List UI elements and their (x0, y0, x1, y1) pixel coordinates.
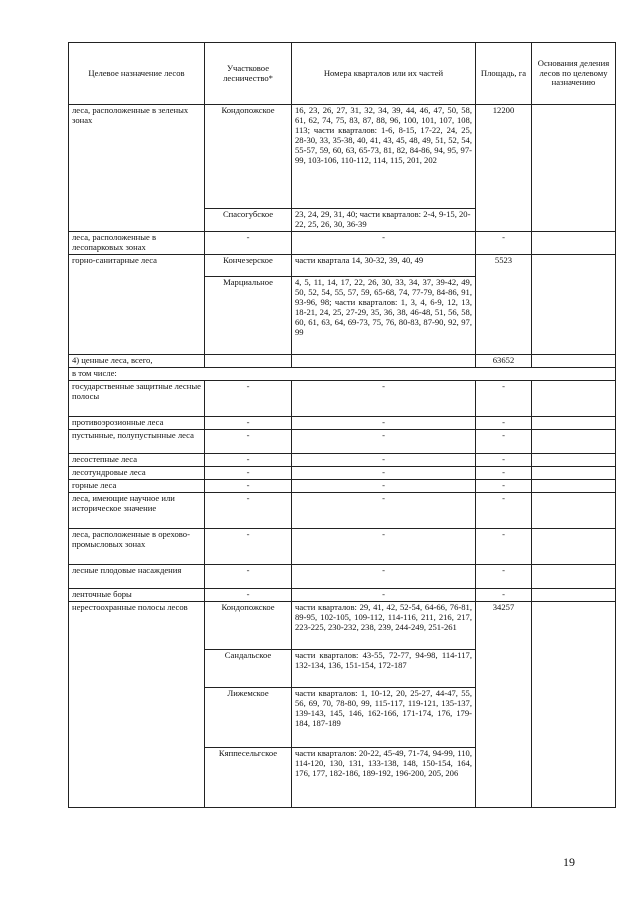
table-row (69, 254, 616, 276)
basis-cell (532, 416, 616, 429)
basis-cell (532, 380, 616, 416)
forestry-cell: - (205, 453, 292, 466)
quarters-cell: - (292, 492, 476, 528)
basis-cell (532, 453, 616, 466)
basis-cell (532, 105, 616, 232)
basis-cell (532, 429, 616, 453)
area-cell: - (476, 564, 532, 588)
header-purpose: Целевое назначение лесов (69, 43, 205, 105)
quarters-cell: - (292, 466, 476, 479)
table-row (69, 105, 616, 209)
including-label: в том числе: (69, 367, 616, 380)
basis-cell (532, 528, 616, 564)
table-row (69, 231, 616, 254)
table-row (69, 492, 616, 528)
quarters-cell: - (292, 479, 476, 492)
quarters-cell: части кварталов: 43-55, 72-77, 94-98, 114-117, 132-134, 136, 151-154, 172-187 (292, 649, 476, 687)
category-cell: пустынные, полупустынные леса (69, 429, 205, 453)
table-row (69, 479, 616, 492)
table-header-row (69, 43, 616, 105)
header-forestry: Участковое лесничество* (205, 43, 292, 105)
table-row (69, 354, 616, 367)
quarters-cell: части квартала 14, 30-32, 39, 40, 49 (292, 254, 476, 276)
table-row (69, 367, 616, 380)
quarters-cell: - (292, 231, 476, 254)
quarters-cell: части кварталов: 1, 10-12, 20, 25-27, 44-47, 55, 56, 69, 70, 78-80, 99, 115-117, 119-121, 135-137, 139-143, 145, 146, 162-166, 171-174, 176, 179-184, 187-189 (292, 687, 476, 747)
forestry-martsialnoe: Марциальное (205, 276, 292, 354)
basis-cell (532, 231, 616, 254)
table-row (69, 380, 616, 416)
quarters-cell (292, 354, 476, 367)
header-area: Площадь, га (476, 43, 532, 105)
category-spawning: нерестоохранные полосы лесов (69, 601, 205, 807)
forestry-cell: - (205, 416, 292, 429)
area-cell: - (476, 466, 532, 479)
forestry-cell: - (205, 479, 292, 492)
area-cell: - (476, 231, 532, 254)
forestry-cell: - (205, 492, 292, 528)
quarters-cell: - (292, 588, 476, 601)
category-cell: леса, расположенные в орехово-промысловых зонах (69, 528, 205, 564)
area-cell: 34257 (476, 601, 532, 807)
category-green-zones: леса, расположенные в зеленых зонах (69, 105, 205, 232)
basis-cell (532, 479, 616, 492)
category-cell: ленточные боры (69, 588, 205, 601)
forestry-cell: - (205, 429, 292, 453)
table-row (69, 429, 616, 453)
quarters-cell: - (292, 416, 476, 429)
forestry-cell: - (205, 231, 292, 254)
area-cell: - (476, 492, 532, 528)
header-quarters: Номера кварталов или их частей (292, 43, 476, 105)
category-cell: лесостепные леса (69, 453, 205, 466)
quarters-cell: - (292, 429, 476, 453)
category-cell: государственные защитные лесные полосы (69, 380, 205, 416)
forestry-cell: - (205, 564, 292, 588)
area-cell: - (476, 528, 532, 564)
area-cell: 5523 (476, 254, 532, 354)
quarters-cell: 4, 5, 11, 14, 17, 22, 26, 30, 33, 34, 37, 39-42, 49, 50, 52, 54, 55, 57, 59, 65-68, 74, 77-79, 84-86, 91, 93-96, 98; части кварталов: 1, 3, 4, 6-9, 12, 13, 18-21, 24, 25, 27-29, 35, 36, 38, 46-48, 51, 56, 58, 60, 61, 63, 64, 69-73, 75, 76, 80-83, 87-90, 92, 97, 99 (292, 276, 476, 354)
header-basis: Основания деления лесов по целевому назначению (532, 43, 616, 105)
table-row (69, 601, 616, 649)
area-cell: - (476, 429, 532, 453)
category-cell: леса, имеющие научное или историческое значение (69, 492, 205, 528)
valuable-total-area: 63652 (476, 354, 532, 367)
basis-cell (532, 254, 616, 354)
basis-cell (532, 588, 616, 601)
area-cell: - (476, 380, 532, 416)
quarters-cell: части кварталов: 29, 41, 42, 52-54, 64-66, 76-81, 89-95, 102-105, 109-112, 114-116, 211, 216, 217, 223-225, 230-232, 238, 239, 244-249, 251-261 (292, 601, 476, 649)
forestry-sandalskoe: Сандальское (205, 649, 292, 687)
area-cell: - (476, 416, 532, 429)
quarters-cell: 16, 23, 26, 27, 31, 32, 34, 39, 44, 46, 47, 50, 58, 61, 62, 74, 75, 83, 87, 88, 96, 100, 101, 107, 108, 113; части кварталов: 1-6, 8-15, 17-22, 24, 25, 28-30, 33, 35-38, 40, 41, 43, 45, 48, 49, 51, 52, 54, 55-57, 59, 60, 63, 65-73, 81, 82, 84-86, 94, 95, 97-99, 103-106, 110-112, 114, 115, 201, 202 (292, 105, 476, 209)
basis-cell (532, 354, 616, 367)
category-forest-park: леса, расположенные в лесопарковых зонах (69, 231, 205, 254)
area-cell: - (476, 588, 532, 601)
forestry-cell: - (205, 466, 292, 479)
area-cell: - (476, 479, 532, 492)
forest-purpose-table (68, 42, 616, 808)
quarters-cell: 23, 24, 29, 31, 40; части кварталов: 2-4, 9-15, 20-22, 25, 26, 30, 36-39 (292, 209, 476, 232)
quarters-cell: - (292, 453, 476, 466)
category-cell: лесотундровые леса (69, 466, 205, 479)
quarters-cell: - (292, 528, 476, 564)
forestry-kyappeselgskoe: Кяппесельгское (205, 747, 292, 807)
table-row (69, 564, 616, 588)
forestry-spasogubskoe: Спасогубское (205, 209, 292, 232)
area-cell: - (476, 453, 532, 466)
page-number: 19 (563, 855, 575, 869)
basis-cell (532, 466, 616, 479)
table-row (69, 453, 616, 466)
forestry-cell: - (205, 380, 292, 416)
area-cell: 12200 (476, 105, 532, 232)
quarters-cell: - (292, 380, 476, 416)
basis-cell (532, 601, 616, 807)
quarters-cell: - (292, 564, 476, 588)
forestry-kondopozhskoe: Кондопожское (205, 105, 292, 209)
basis-cell (532, 564, 616, 588)
table-row (69, 416, 616, 429)
basis-cell (532, 492, 616, 528)
category-sanitary: горно-санитарные леса (69, 254, 205, 354)
table-row (69, 466, 616, 479)
quarters-cell: части кварталов: 20-22, 45-49, 71-74, 94-99, 110, 114-120, 130, 131, 133-138, 148, 150-154, 164, 176, 177, 182-186, 189-192, 196-200, 205, 206 (292, 747, 476, 807)
category-cell: лесные плодовые насаждения (69, 564, 205, 588)
forestry-kondopozhskoe: Кондопожское (205, 601, 292, 649)
table-row (69, 528, 616, 564)
forestry-cell (205, 354, 292, 367)
forestry-konchezerskoe: Кончезерское (205, 254, 292, 276)
forestry-cell: - (205, 528, 292, 564)
forestry-lizhemskoe: Лижемское (205, 687, 292, 747)
category-cell: горные леса (69, 479, 205, 492)
valuable-total-label: 4) ценные леса, всего, (69, 354, 205, 367)
category-cell: противоэрозионные леса (69, 416, 205, 429)
table-row (69, 588, 616, 601)
forestry-cell: - (205, 588, 292, 601)
